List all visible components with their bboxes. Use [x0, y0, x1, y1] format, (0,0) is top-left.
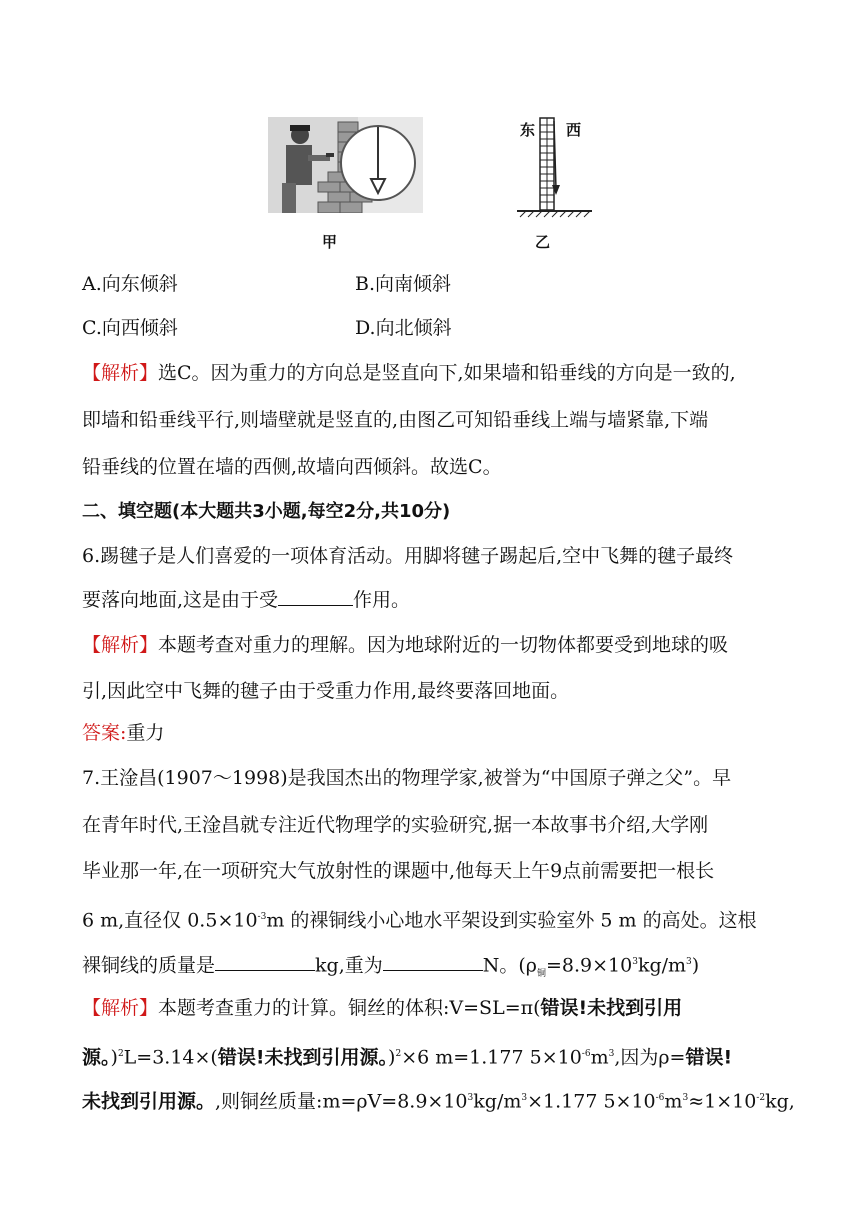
q7-analysis-line2: 源。)$^2$L=3.14×(错误!未找到引用源。)$^2$×6 m=1.177 $5\times 10^{-6}m^3$,因为ρ=错误!	[82, 1046, 733, 1069]
q5-analysis-line2: 即墙和铅垂线平行,则墙壁就是竖直的,由图乙可知铅垂线上端与墙紧靠,下端	[82, 409, 709, 431]
mass-answer-blank[interactable]	[215, 952, 315, 971]
section-heading: 二、填空题(本大题共3小题,每空2分,共10分)	[82, 501, 451, 522]
figure-jia	[268, 117, 423, 213]
q6-analysis-line2: 引,因此空中飞舞的毽子由于受重力作用,最终要落回地面。	[82, 680, 570, 702]
figure-yi-caption: 乙	[535, 233, 551, 251]
weight-answer-blank[interactable]	[383, 952, 483, 971]
q7-question-line1: 7.王淦昌(1907～1998)是我国杰出的物理学家,被誉为“中国原子弹之父”。早	[82, 767, 732, 789]
q6-analysis-line1: 【解析】本题考查对重力的理解。因为地球附近的一切物体都要受到地球的吸	[82, 634, 729, 656]
answer-blank[interactable]	[278, 587, 353, 606]
q7-question-line5: 裸铜线的质量是 kg,重为 N。$(\rho_铜=8.9\times 10^3kg/m^3)$	[82, 954, 700, 980]
bricklayer-illustration	[268, 117, 423, 213]
figure-jia-caption: 甲	[322, 233, 338, 251]
q7-question-line2: 在青年时代,王淦昌就专注近代物理学的实验研究,据一本故事书介绍,大学刚	[82, 814, 709, 836]
option-c: C.向西倾斜	[82, 317, 178, 339]
q5-analysis-line3: 铅垂线的位置在墙的西侧,故墙向西倾斜。故选C。	[82, 456, 502, 478]
analysis-tag: 【解析】	[82, 362, 159, 384]
option-a: A.向东倾斜	[82, 273, 178, 295]
q7-analysis-line3: 未找到引用源。,则铜丝质量$:m=\rho V=8.9\times 10^3kg/m^3\times 1.177$ $5\times 10^{-6}m^3\approx 1\times 10^{-2}kg$,	[82, 1090, 795, 1113]
answer-tag: 答案:	[82, 722, 127, 744]
figure-west-label: 西	[566, 121, 582, 139]
q7-question-line3: 毕业那一年,在一项研究大气放射性的课题中,他每天上午9点前需要把一根长	[82, 860, 715, 882]
figure-east-label: 东	[520, 121, 536, 139]
option-d: D.向北倾斜	[355, 317, 452, 339]
q6-question-line2: 要落向地面,这是由于受 作用。	[82, 589, 411, 611]
option-b: B.向南倾斜	[355, 273, 452, 295]
q5-analysis-line1: 【解析】选C。因为重力的方向总是竖直向下,如果墙和铅垂线的方向是一致的,	[82, 362, 736, 384]
analysis-tag: 【解析】	[82, 634, 159, 656]
q6-answer: 答案:重力	[82, 722, 165, 744]
q6-question-line1: 6.踢毽子是人们喜爱的一项体育活动。用脚将毽子踢起后,空中飞舞的毽子最终	[82, 545, 734, 567]
q7-analysis-line1: 【解析】本题考查重力的计算。铜丝的体积:V=SL=π(错误!未找到引用	[82, 997, 683, 1019]
q7-question-line4: 6 m,直径仅 $0.5\times 10^{-3}m$ 的裸铜线小心地水平架设到实验室外 5 m 的高处。这根	[82, 909, 757, 932]
analysis-tag: 【解析】	[82, 997, 159, 1019]
